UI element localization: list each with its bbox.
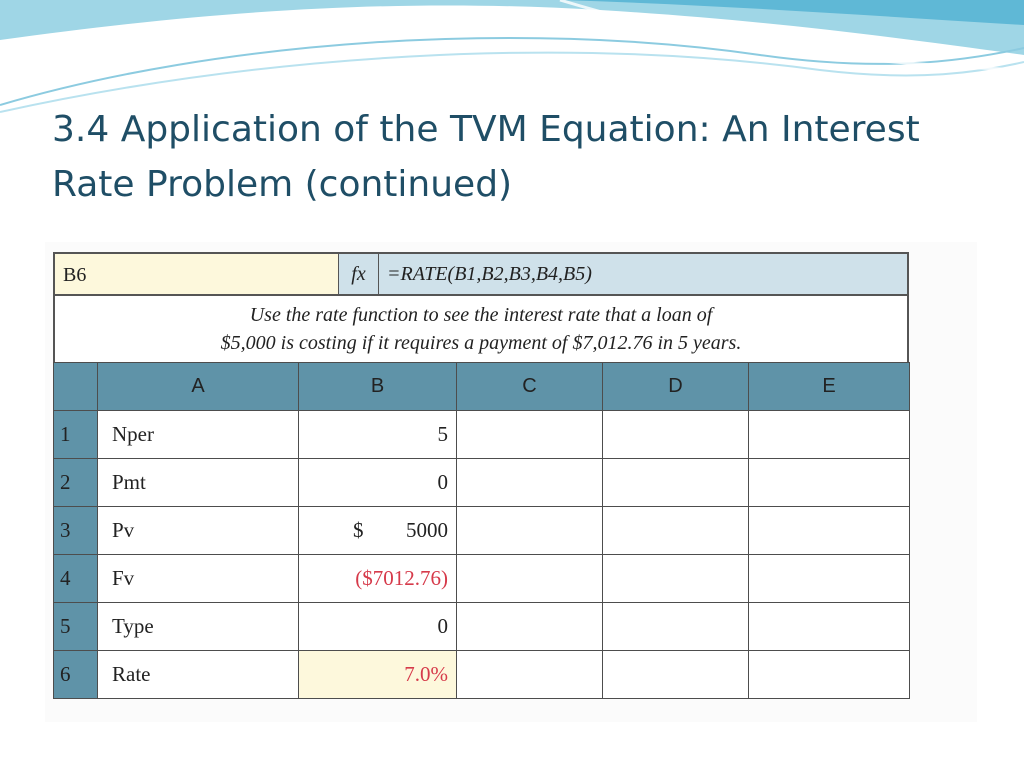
cell-a3: Pv bbox=[98, 507, 299, 555]
column-header-e: E bbox=[749, 363, 910, 411]
currency-symbol: $ bbox=[353, 518, 364, 542]
cell-d6 bbox=[603, 651, 749, 699]
cell-b1: 5 bbox=[299, 411, 457, 459]
cell-a2: Pmt bbox=[98, 459, 299, 507]
instruction-line-2: $5,000 is costing if it requires a payment of $7,012.76 in 5 years. bbox=[220, 332, 742, 354]
column-header-b: B bbox=[299, 363, 457, 411]
spreadsheet-image bbox=[45, 242, 977, 722]
cell-c2 bbox=[457, 459, 603, 507]
cell-a5: Type bbox=[98, 603, 299, 651]
cell-e3 bbox=[749, 507, 910, 555]
table-row bbox=[54, 651, 910, 699]
spreadsheet-grid bbox=[53, 362, 910, 699]
row-header: 6 bbox=[54, 651, 98, 699]
cell-a6: Rate bbox=[98, 651, 299, 699]
row-header: 1 bbox=[54, 411, 98, 459]
instruction-line-1: Use the rate function to see the interest rate that a loan of bbox=[249, 304, 713, 326]
cell-a4: Fv bbox=[98, 555, 299, 603]
cell-b3 bbox=[299, 507, 457, 555]
cell-b5: 0 bbox=[299, 603, 457, 651]
table-row bbox=[54, 411, 910, 459]
cell-b3-value: 5000 bbox=[406, 518, 448, 542]
cell-e6 bbox=[749, 651, 910, 699]
column-header-c: C bbox=[457, 363, 603, 411]
cell-b6: 7.0% bbox=[299, 651, 457, 699]
cell-c3 bbox=[457, 507, 603, 555]
cell-d4 bbox=[603, 555, 749, 603]
cell-c5 bbox=[457, 603, 603, 651]
table-row bbox=[54, 507, 910, 555]
table-row bbox=[54, 459, 910, 507]
row-header: 2 bbox=[54, 459, 98, 507]
cell-d1 bbox=[603, 411, 749, 459]
column-header-row bbox=[54, 363, 910, 411]
cell-e4 bbox=[749, 555, 910, 603]
table-row bbox=[54, 603, 910, 651]
cell-d2 bbox=[603, 459, 749, 507]
corner-cell bbox=[54, 363, 98, 411]
formula-bar bbox=[53, 252, 909, 296]
cell-reference-box: B6 bbox=[55, 254, 339, 294]
row-header: 5 bbox=[54, 603, 98, 651]
table-row bbox=[54, 555, 910, 603]
cell-b2: 0 bbox=[299, 459, 457, 507]
formula-text: =RATE(B1,B2,B3,B4,B5) bbox=[387, 263, 592, 285]
column-header-d: D bbox=[603, 363, 749, 411]
cell-d3 bbox=[603, 507, 749, 555]
cell-c6 bbox=[457, 651, 603, 699]
slide-title: 3.4 Application of the TVM Equation: An Interest Rate Problem (continued) bbox=[52, 109, 920, 205]
cell-e2 bbox=[749, 459, 910, 507]
cell-b4: ($7012.76) bbox=[299, 555, 457, 603]
instruction-note bbox=[53, 296, 909, 362]
cell-c4 bbox=[457, 555, 603, 603]
column-header-a: A bbox=[98, 363, 299, 411]
cell-a1: Nper bbox=[98, 411, 299, 459]
cell-c1 bbox=[457, 411, 603, 459]
cell-d5 bbox=[603, 603, 749, 651]
cell-e1 bbox=[749, 411, 910, 459]
row-header: 3 bbox=[54, 507, 98, 555]
fx-icon: fx bbox=[339, 254, 379, 294]
spreadsheet bbox=[53, 252, 909, 699]
cell-e5 bbox=[749, 603, 910, 651]
row-header: 4 bbox=[54, 555, 98, 603]
